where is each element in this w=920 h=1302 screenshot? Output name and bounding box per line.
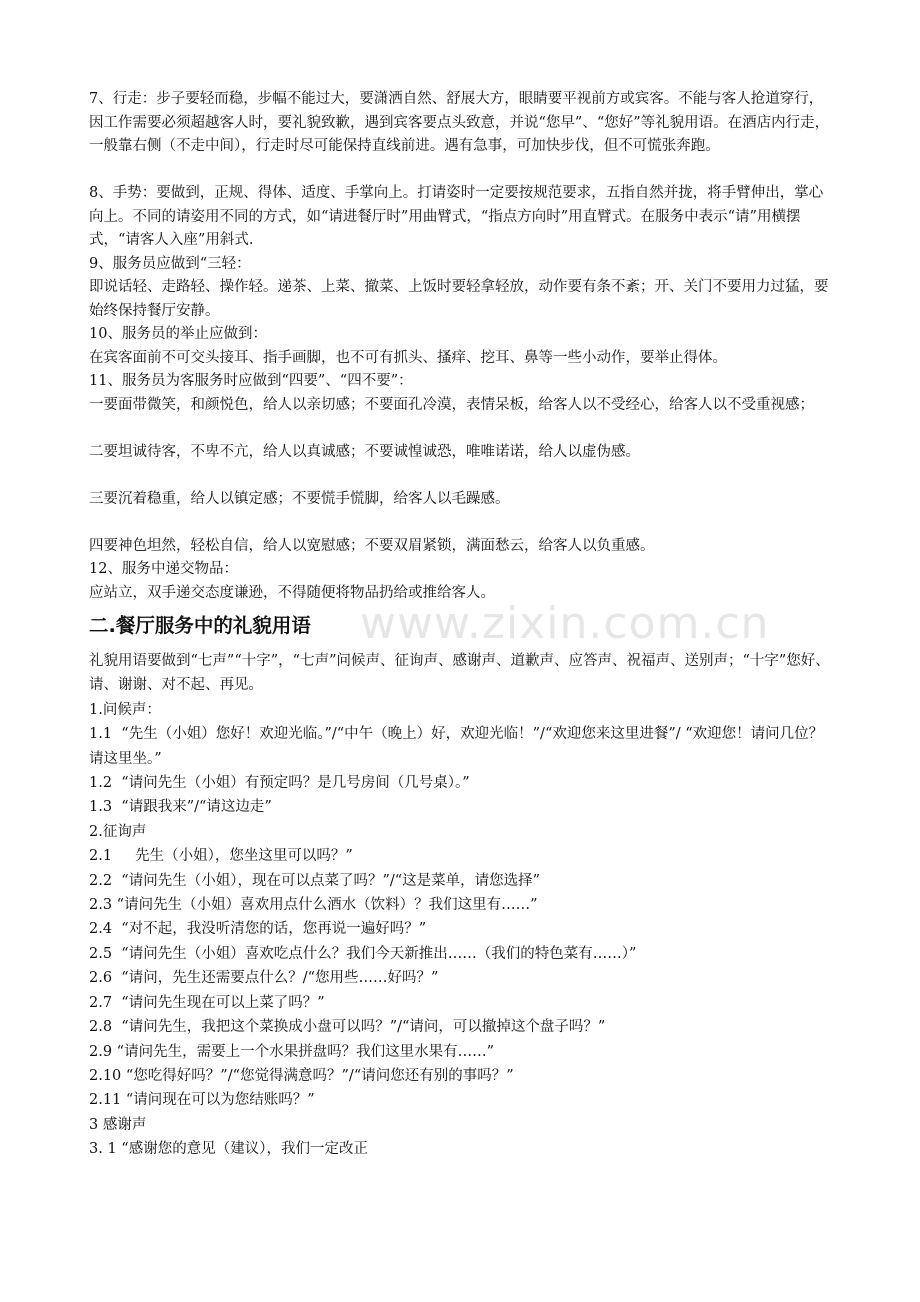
phrase-line: 2.1 先生（小姐），您坐这里可以吗？” (89, 848, 353, 865)
phrase-line: 1.问候声： (89, 701, 161, 718)
phrase-line: 2.7 “请问先生现在可以上菜了吗？” (89, 994, 325, 1011)
section-heading: 二.餐厅服务中的礼貌用语 (89, 614, 311, 637)
phrase-line: 3 感谢声 (89, 1116, 147, 1133)
phrase-line: 2.4 “对不起，我没听清您的话，您再说一遍好吗？” (89, 921, 427, 938)
phrase-line: 2.8 “请问先生，我把这个菜换成小盘可以吗？”/“请问，可以撤掉这个盘子吗？” (89, 1019, 606, 1036)
phrase-line: 2.10 “您吃得好吗？”/“您觉得满意吗？”/“请问您还有别的事吗？” (89, 1067, 514, 1084)
paragraph-four-dos-3: 三要沉着稳重，给人以镇定感；不要慌手慌脚，给客人以毛躁感。 (89, 490, 510, 507)
paragraph-four-dos-title: 11、服务员为客服务时应做到“四要”、“四不要”： (89, 373, 413, 389)
watermark: www.zixin.com.cn (360, 598, 770, 649)
paragraph-walking: 7、行走：步子要轻而稳，步幅不能过大，要潇洒自然、舒展大方，眼睛要平视前方或宾客。不能与客人抢道穿行，因工作需要必须超越客人时，要礼貌致歉，遇到宾客要点头致意，并说“您早”、“您好”等礼貌用语。在酒店内行走，一般靠右侧（不走中间），行走时尽可能保持直线前进。遇有急事，可加快步伐，但不可慌张奔跑。 (89, 91, 830, 154)
phrase-list (89, 698, 834, 1162)
phrase-line: 1.3 “请跟我来”/“请这边走” (89, 799, 272, 816)
phrase-line: 2.5 “请问先生（小姐）喜欢吃点什么？我们今天新推出……（我们的特色菜有……）” (89, 945, 637, 962)
paragraph-three-light-title: 9、服务员应做到“三轻： (89, 255, 251, 272)
phrase-line: 2.9 “请问先生，需要上一个水果拼盘吗？我们这里水果有……” (89, 1043, 494, 1060)
paragraph-handover-body: 应站立，双手递交态度谦逊，不得随便将物品扔给或推给客人。 (89, 584, 495, 601)
paragraph-three-light-body: 即说话轻、走路轻、操作轻。递茶、上菜、撤菜、上饭时要轻拿轻放，动作要有条不紊；开、关门不要用力过猛，要始终保持餐厅安静。 (89, 279, 829, 319)
phrase-line: 3. 1 “感谢您的意见（建议），我们一定改正 (89, 1141, 368, 1158)
spacer (89, 417, 834, 441)
paragraph-four-dos-2: 二要坦诚待客，不卑不亢，给人以真诚感；不要诚惶诚恐，唯唯诺诺，给人以虚伪感。 (89, 443, 640, 460)
phrase-line: 2.3 “请问先生（小姐）喜欢用点什么酒水（饮料）？我们这里有……” (89, 897, 538, 914)
phrase-line: 2.11 “请问现在可以为您结账吗？” (89, 1092, 315, 1109)
phrase-line: 1.2 “请问先生（小姐）有预定吗？是几号房间（几号桌）。” (89, 775, 470, 792)
paragraph-intro: 礼貌用语要做到“七声”“十字”，“七声”问候声、征询声、感谢声、道歉声、应答声、祝福声、送别声；“十字”您好、请、谢谢、对不起、再见。 (89, 653, 830, 694)
phrase-line: 2.征询声 (89, 823, 147, 840)
phrase-line: 2.6 “请问，先生还需要点什么？/“您用些……好吗？” (89, 970, 439, 987)
paragraph-gestures: 8、手势：要做到，正规、得体、适度、手掌向上。打请姿时一定要按规范要求，五指自然并拢，将手臂伸出，掌心向上。不同的请姿用不同的方式，如“请进餐厅时”用曲臂式，“指点方向时”用直臂式。在服务中表示“请”用横摆式，“请客人入座”用斜式. (89, 185, 824, 248)
paragraph-four-dos-1: 一要面带微笑，和颜悦色，给人以亲切感；不要面孔冷漠，表情呆板，给客人以不受经心，给客人以不受重视感； (89, 396, 814, 413)
paragraph-behavior-body: 在宾客面前不可交头接耳、指手画脚，也不可有抓头、搔痒、挖耳、鼻等一些小动作，要举止得体。 (89, 349, 727, 366)
paragraph-four-dos-4: 四要神色坦然，轻松自信，给人以宽慰感；不要双眉紧锁，满面愁云，给客人以负重感。 (89, 537, 655, 554)
paragraph-behavior-title: 10、服务员的举止应做到： (89, 326, 267, 342)
phrase-line: 2.2 “请问先生（小姐），现在可以点菜了吗？”/“这是菜单，请您选择” (89, 872, 541, 889)
spacer (89, 159, 834, 183)
phrase-line: 1.1 “先生（小姐）您好！欢迎光临。”/“中午（晚上）好，欢迎光临！”/“欢迎您来这里进餐”/ “欢迎您！请问几位？请这里坐。” (89, 726, 824, 767)
spacer (89, 464, 834, 488)
spacer (89, 511, 834, 535)
paragraph-handover-title: 12、服务中递交物品： (89, 561, 238, 577)
